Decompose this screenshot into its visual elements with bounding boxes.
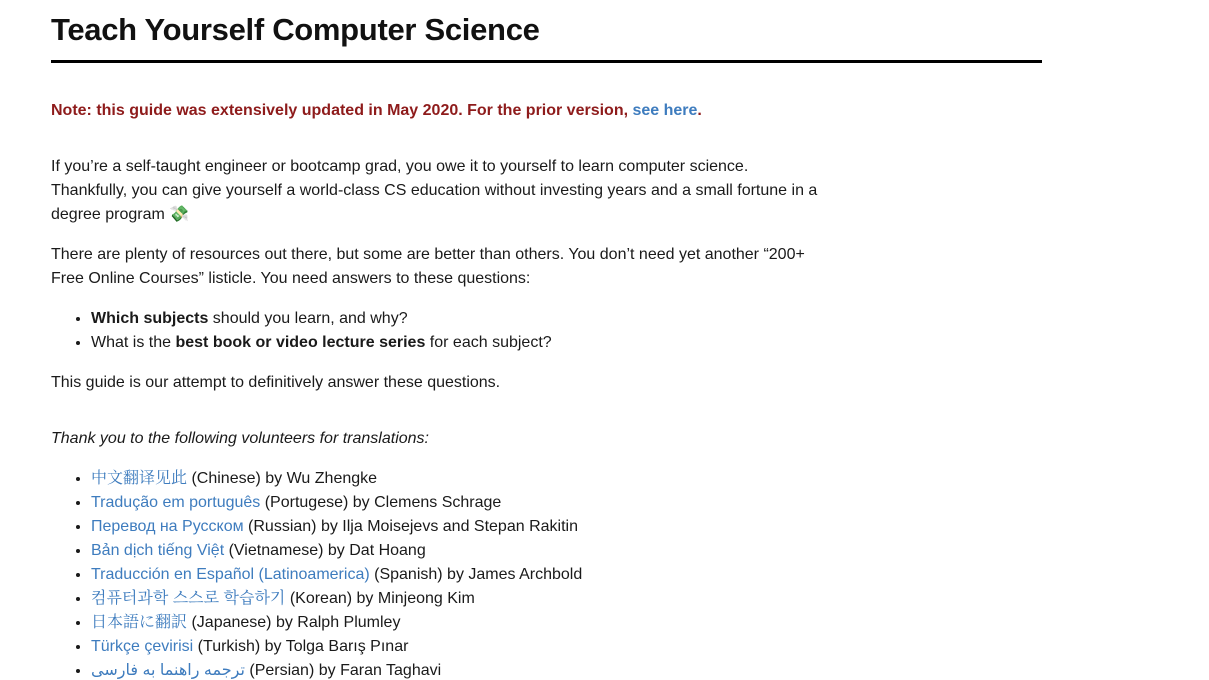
guide-statement: This guide is our attempt to definitively answer these questions. (51, 374, 501, 391)
translation-link-spanish[interactable]: Traducción en Español (Latinoamerica) (91, 566, 370, 583)
questions-list (51, 307, 823, 355)
translation-item-spanish (91, 563, 823, 587)
question-bold: Which subjects (91, 310, 209, 327)
translation-credit: (Japanese) by Ralph Plumley (187, 614, 401, 631)
question-rest: should you learn, and why? (208, 310, 408, 327)
note-suffix: . (697, 102, 702, 119)
translation-item-persian (91, 659, 823, 680)
question-bold: best book or video lecture series (175, 334, 426, 351)
intro-paragraph-1-text: If you’re a self-taught engineer or bootcamp grad, you owe it to yourself to learn computer science. Thankfully, you can give yourself a world-class CS education without investing years and a small fortune in a degree program (51, 158, 818, 223)
money-with-wings-emoji: 💸 (169, 206, 190, 223)
translation-item-vietnamese (91, 539, 823, 563)
translation-item-russian (91, 515, 823, 539)
note-text: Note: this guide was extensively updated in May 2020. For the prior version, (51, 102, 633, 119)
translation-credit: (Spanish) by James Archbold (369, 566, 583, 583)
translation-link-korean[interactable]: 컴퓨터과학 스스로 학습하기 (91, 590, 286, 607)
translation-link-vietnamese[interactable]: Bản dịch tiếng Việt (91, 542, 225, 559)
question-pre: What is the (91, 334, 176, 351)
translation-credit: (Vietnamese) by Dat Hoang (224, 542, 426, 559)
translation-item-turkish (91, 635, 823, 659)
translation-link-chinese[interactable]: 中文翻译见此 (91, 470, 188, 487)
page-title: Teach Yourself Computer Science (51, 0, 1042, 63)
translation-link-persian[interactable]: ترجمه راهنما به فارسی (91, 662, 245, 679)
intro-paragraph-2: There are plenty of resources out there, but some are better than others. You don’t need yet another “200+ Free Online Courses” listicle. You need answers to these questions: (51, 246, 805, 287)
thanks-intro: Thank you to the following volunteers for translations: (51, 430, 429, 447)
translation-link-portuguese[interactable]: Tradução em português (91, 494, 261, 511)
translation-credit: (Chinese) by Wu Zhengke (187, 470, 378, 487)
question-item (91, 307, 823, 331)
translation-item-korean (91, 587, 823, 611)
intro-paragraph-1 (51, 155, 823, 227)
translation-credit: (Portugese) by Clemens Schrage (260, 494, 502, 511)
prior-version-link[interactable]: see here (632, 102, 698, 119)
translation-credit: (Korean) by Minjeong Kim (285, 590, 475, 607)
translation-credit: (Turkish) by Tolga Barış Pınar (193, 638, 409, 655)
translations-list (51, 467, 823, 680)
translation-link-russian[interactable]: Перевод на Русском (91, 518, 244, 535)
translation-credit: (Persian) by Faran Taghavi (244, 662, 442, 679)
translation-item-chinese (91, 467, 823, 491)
content-column (51, 0, 1042, 680)
translation-credit: (Russian) by Ilja Moisejevs and Stepan Rakitin (243, 518, 578, 535)
question-item (91, 331, 823, 355)
translation-item-portuguese (91, 491, 823, 515)
translation-item-japanese (91, 611, 823, 635)
update-note (51, 99, 823, 123)
question-rest: for each subject? (425, 334, 552, 351)
translation-link-japanese[interactable]: 日本語に翻訳 (91, 614, 188, 631)
translation-link-turkish[interactable]: Türkçe çevirisi (91, 638, 194, 655)
